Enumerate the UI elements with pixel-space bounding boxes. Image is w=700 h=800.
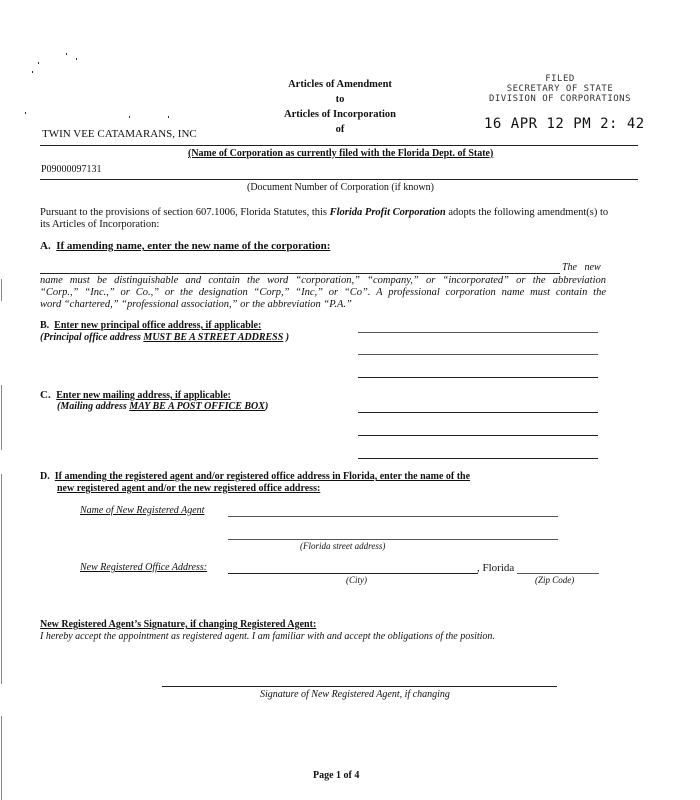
page-number: Page 1 of 4: [313, 770, 360, 781]
principal-address-line-3[interactable]: [358, 377, 598, 378]
section-c-sub-prefix: (Mailing address: [57, 401, 130, 412]
document-number-field[interactable]: P09000097131: [41, 164, 102, 175]
state-florida-text: , Florida: [477, 562, 515, 574]
city-caption: (City): [346, 575, 367, 585]
section-c-sub-emphasis: MAY BE A POST OFFICE BOX: [129, 401, 265, 412]
scan-edge-mark: [1, 474, 2, 684]
corporation-name-field[interactable]: TWIN VEE CATAMARANS, INC: [42, 128, 197, 140]
section-b-sub-suffix: ): [283, 332, 290, 343]
section-a-note-line: word “chartered,” “professional association,” or the abbreviation “P.A.”: [40, 299, 352, 310]
section-a-note-line: name must be distinguishable and contain the word “corporation,” “company,” or “incorporated” or the abbreviation: [40, 275, 606, 286]
title-line: of: [335, 124, 345, 135]
section-a-letter: A.: [40, 240, 51, 252]
scan-speck: [168, 116, 169, 118]
section-b-subtitle: [40, 332, 289, 343]
mailing-address-line-3[interactable]: [358, 458, 598, 459]
scan-speck: [66, 53, 67, 55]
section-c-sub-suffix: ): [264, 401, 269, 412]
section-d-title-line2: new registered agent and/or the new registered office address:: [57, 483, 321, 494]
intro-paragraph: [40, 207, 640, 231]
agent-name-field[interactable]: [228, 516, 558, 517]
signature-field[interactable]: [162, 686, 557, 687]
document-number-rule: [40, 179, 638, 180]
section-c-subtitle: [57, 401, 268, 412]
mailing-address-line-2[interactable]: [358, 435, 598, 436]
document-title: [265, 77, 415, 137]
florida-street-address-caption: (Florida street address): [300, 541, 386, 551]
zip-code-caption: (Zip Code): [535, 575, 575, 585]
city-field[interactable]: [228, 573, 478, 574]
corporation-name-rule: [40, 145, 638, 146]
intro-text-before: Pursuant to the provisions of section 607.1006, Florida Statutes, this: [40, 207, 330, 218]
section-a-note: [40, 275, 606, 311]
section-c-letter: C.: [40, 389, 51, 401]
title-line: Articles of Amendment: [288, 79, 392, 90]
section-b-heading: [40, 320, 261, 331]
section-a-note-lead: The new: [562, 262, 601, 273]
section-a-title: If amending name, enter the new name of the corporation:: [56, 240, 331, 252]
stamp-secretary: SECRETARY OF STATE: [506, 84, 614, 94]
zip-code-field[interactable]: [517, 573, 599, 574]
corporation-name-caption: (Name of Corporation as currently filed with the Florida Dept. of State): [188, 148, 494, 159]
section-b-title: Enter new principal office address, if applicable:: [54, 320, 262, 331]
intro-line2: its Articles of Incorporation:: [40, 219, 160, 230]
florida-street-address-field[interactable]: [228, 539, 558, 540]
scan-speck: [76, 58, 77, 60]
section-c-heading: [40, 389, 231, 401]
scan-speck: [38, 62, 39, 64]
scan-edge-mark: [1, 716, 2, 800]
intro-text-after: adopts the following amendment(s) to: [445, 207, 609, 218]
scan-speck: [32, 71, 33, 73]
section-c-title: Enter new mailing address, if applicable:: [56, 390, 231, 401]
section-b-sub-emphasis: MUST BE A STREET ADDRESS: [143, 332, 284, 343]
document-number-caption: (Document Number of Corporation (if known): [247, 182, 434, 193]
scan-edge-mark: [1, 279, 2, 301]
title-line: Articles of Incorporation: [284, 109, 396, 120]
mailing-address-line-1[interactable]: [358, 412, 598, 413]
new-name-field[interactable]: [40, 273, 560, 274]
title-line: to: [335, 94, 345, 105]
section-b-sub-prefix: (Principal office address: [40, 332, 144, 343]
filing-stamp: [470, 74, 650, 104]
section-d-letter: D.: [40, 471, 50, 482]
section-a-heading: [40, 240, 330, 252]
signature-heading: New Registered Agent’s Signature, if changing Registered Agent:: [40, 619, 317, 630]
principal-address-line-2[interactable]: [358, 354, 598, 355]
scan-speck: [129, 116, 130, 118]
intro-corporation-type: Florida Profit Corporation: [329, 207, 446, 218]
stamp-date: 16 APR 12 PM 2: 42: [484, 116, 645, 132]
scan-edge-mark: [1, 385, 2, 450]
section-d-title-line1: If amending the registered agent and/or registered office address in Florida, enter the name of the: [54, 471, 471, 482]
stamp-division: DIVISION OF CORPORATIONS: [488, 94, 632, 104]
signature-statement: I hereby accept the appointment as registered agent. I am familiar with and accept the obligations of the position.: [40, 631, 495, 642]
stamp-filed: FILED: [545, 74, 575, 84]
principal-address-line-1[interactable]: [358, 332, 598, 333]
section-d-heading: [40, 471, 470, 482]
section-a-note-line: “Corp.,” “Inc.,” or Co.,” or the designation “Corp,” “Inc,” or “Co”. A professional corporation name must contain the: [40, 287, 606, 298]
section-b-letter: B.: [40, 320, 50, 331]
scan-speck: [25, 112, 26, 114]
agent-name-label: Name of New Registered Agent: [80, 505, 205, 516]
signature-caption: Signature of New Registered Agent, if changing: [260, 689, 450, 700]
office-address-label: New Registered Office Address:: [80, 562, 208, 573]
